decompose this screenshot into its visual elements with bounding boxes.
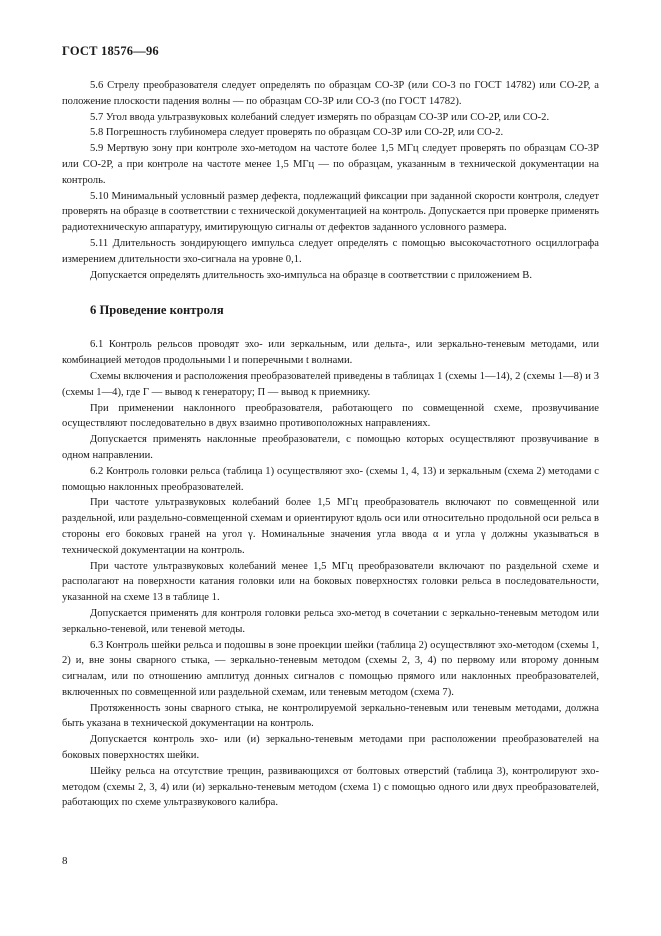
paragraph-6-3-weld-zone: Протяженность зоны сварного стыка, не контролируемой зеркально-теневым или теневым методами, должна быть указана в технической документации на контроль. — [62, 702, 599, 730]
document-header: ГОСТ 18576—96 — [62, 44, 159, 58]
section-6-heading: 6 Проведение контроля — [90, 303, 224, 318]
paragraph-6-1-combined: При применении наклонного преобразователя, работающего по совмещенной схеме, прозвучивание осуществляют последовательно в двух взаимно противоположных направлениях. — [62, 402, 599, 430]
paragraph-6-2-allowed: Допускается применять для контроля головки рельса эхо-метод в сочетании с зеркально-теневым методом или зеркально-теневой, или теневой методы. — [62, 607, 599, 635]
paragraph-6-2-low-freq: При частоте ультразвуковых колебаний менее 1,5 МГц преобразователи включают по раздельной схеме и располагают на поверхности катания головки или на боковых поверхностях головки рельса в последовательности, указанной на схеме 13 в таблице 1. — [62, 560, 599, 604]
paragraph-5-8: 5.8 Погрешность глубиномера следует проверять по образцам СО-3Р или СО-2Р, или СО-2. — [90, 127, 504, 139]
page-number: 8 — [62, 855, 68, 867]
paragraph-6-3-bolt-holes: Шейку рельса на отсутствие трещин, развивающихся от болтовых отверстий (таблица 3), контролируют эхо-методом (схемы 2, 3, 4) или (и) зеркально-теневым методом (схема 1) с помощью одного или двух преобразователей, работающих по схеме ультразвукового калибра. — [62, 765, 599, 809]
paragraph-5-9: 5.9 Мертвую зону при контроле эхо-методом на частоте более 1,5 МГц следует проверять по образцам СО-3Р или СО-2Р, а при контроле на частоте менее 1,5 МГц — по образцам, указанным в технической документации на контроль. — [62, 143, 599, 186]
paragraph-6-1-schemes: Схемы включения и расположения преобразователей приведены в таблицах 1 (схемы 1—14), 2 (схемы 1—8) и 3 (схемы 1—4), где Г — вывод к генератору; П — вывод к приемнику. — [62, 370, 599, 398]
paragraph-6-3-allowed: Допускается контроль эхо- или (и) зеркально-теневым методами при расположении преобразователей на боковых поверхностях шейки. — [62, 734, 599, 762]
paragraph-6-1: 6.1 Контроль рельсов проводят эхо- или зеркальным, или дельта-, или зеркально-теневым методами, или комбинацией методов продольными l и поперечными t волнами. — [62, 339, 599, 367]
paragraph-5-11: 5.11 Длительность зондирующего импульса следует определять с помощью высокочастотного осциллографа измерением длительности эхо-сигнала на уровне 0,1. — [62, 237, 599, 265]
paragraph-5-10: 5.10 Минимальный условный размер дефекта, подлежащий фиксации при заданной скорости контроля, следует проверять на образце в соответствии с технической документацией на контроль. Допускается при проверке применять радиотехническую аппаратуру, имитирующую сигналы от дефектов заданного условного размера. — [62, 190, 599, 234]
paragraph-5-6: 5.6 Стрелу преобразователя следует определять по образцам СО-3Р (или СО-3 по ГОСТ 14782) или СО-2Р, а положение плоскости падения волны — по образцам СО-3Р или СО-3 (по ГОСТ 14782). — [62, 80, 599, 107]
document-body — [62, 78, 599, 811]
paragraph-6-3: 6.3 Контроль шейки рельса и подошвы в зоне проекции шейки (таблица 2) осуществляют эхо-методом (схемы 1, 2) и, вне зоны сварного стыка, — зеркально-теневым методом (схемы 2, 3, 4) по первому или второму донным сигналам, или по отношению амплитуд донных сигналов с помощью прямого или наклонных преобразователей, включенных по совмещенной или раздельной схемам, или теневым методом (схема 7). — [62, 639, 599, 698]
paragraph-6-2: 6.2 Контроль головки рельса (таблица 1) осуществляют эхо- (схемы 1, 4, 13) и зеркальным (схема 2) методами с помощью наклонных преобразователей. — [62, 465, 599, 493]
paragraph-6-1-allowed: Допускается применять наклонные преобразователи, с помощью которых осуществляют прозвучивание в одном направлении. — [62, 434, 599, 461]
paragraph-5-11-note: Допускается определять длительность эхо-импульса на образце в соответствии с приложением В. — [90, 269, 532, 281]
paragraph-6-2-high-freq: При частоте ультразвуковых колебаний более 1,5 МГц преобразователь включают по совмещенной или раздельной, или раздельно-совмещенной схемам и ориентируют вдоль оси или относительно продольной оси рельса в стороны его боковых граней на угол γ. Номинальные значения угла ввода α и угла γ должны указываться в технической документации на контроль. — [62, 497, 599, 556]
paragraph-5-7: 5.7 Угол ввода ультразвуковых колебаний следует измерять по образцам СО-3Р или СО-2Р, или СО-2. — [90, 111, 550, 123]
